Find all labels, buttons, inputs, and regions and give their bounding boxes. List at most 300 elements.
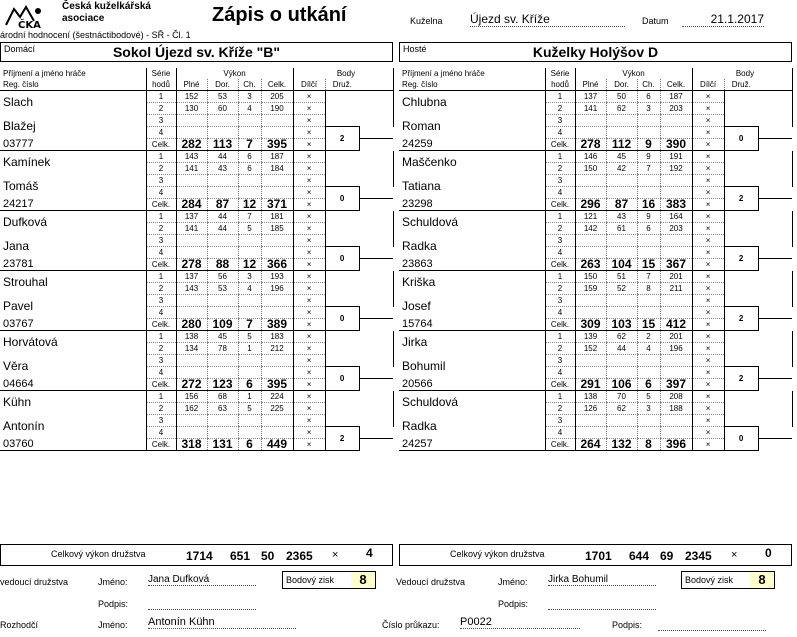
serie-number: 3 — [545, 175, 575, 187]
serie-value — [660, 235, 692, 247]
serie-number: 2 — [146, 103, 176, 115]
serie-value — [637, 247, 660, 259]
player-surname: Schuldová — [402, 215, 459, 230]
player-total-value: 296 — [575, 199, 606, 211]
away-zisk-label: Bodový zisk — [685, 575, 734, 585]
dilci-x: × — [692, 115, 724, 127]
table-row — [399, 91, 792, 103]
serie-value — [261, 247, 293, 259]
datum-label: Datum — [642, 16, 669, 26]
serie-value: 53 — [207, 283, 238, 295]
away-total-dor: 644 — [629, 549, 650, 563]
away-total-label: Celkový výkon družstva — [450, 549, 545, 559]
player-total-value: 412 — [660, 319, 692, 331]
player-reg: 04664 — [0, 379, 146, 391]
serie-total-label: Celk. — [545, 259, 575, 271]
serie-number: 4 — [545, 367, 575, 379]
player-firstname: Věra — [3, 359, 29, 373]
serie-value: 7 — [238, 211, 261, 223]
serie-value: 205 — [261, 91, 293, 103]
dilci-x: × — [692, 283, 724, 295]
serie-value: 9 — [637, 151, 660, 163]
serie-value — [637, 235, 660, 247]
serie-number: 1 — [545, 151, 575, 163]
serie-number: 3 — [545, 295, 575, 307]
serie-value: 3 — [637, 403, 660, 415]
serie-value — [261, 235, 293, 247]
serie-value: 63 — [207, 403, 238, 415]
serie-number: 4 — [545, 127, 575, 139]
serie-value — [261, 295, 293, 307]
serie-value: 4 — [637, 343, 660, 355]
away-hdr-dilci: Dílčí — [692, 79, 724, 91]
serie-value: 164 — [660, 211, 692, 223]
player-surname: Kühn — [3, 395, 32, 410]
dilci-x: × — [692, 319, 724, 331]
dilci-x: × — [692, 439, 724, 451]
dilci-x: × — [293, 331, 325, 343]
serie-value: 203 — [660, 223, 692, 235]
serie-value — [637, 127, 660, 139]
serie-value: 45 — [207, 331, 238, 343]
player-points: 0 — [325, 187, 359, 211]
serie-value — [575, 295, 606, 307]
serie-value — [207, 247, 238, 259]
player-total-value: 113 — [207, 139, 238, 151]
player-total-value: 395 — [261, 379, 293, 391]
serie-value: 7 — [637, 271, 660, 283]
dilci-x: × — [692, 295, 724, 307]
home-players-table — [0, 68, 394, 451]
player-surname: Strouhal — [3, 275, 48, 290]
table-row — [399, 211, 792, 223]
player-firstname: Tomáš — [3, 179, 39, 193]
home-hdr-name1: Příjmení a jméno hráče — [3, 69, 86, 78]
serie-value — [238, 415, 261, 427]
serie-value: 138 — [176, 331, 207, 343]
serie-number: 3 — [146, 355, 176, 367]
away-total-ch: 69 — [660, 549, 674, 563]
home-hdr-celk: Celk. — [261, 79, 293, 91]
serie-value — [176, 367, 207, 379]
serie-value: 184 — [261, 163, 293, 175]
away-total-points: 0 — [765, 546, 772, 560]
serie-value — [261, 355, 293, 367]
serie-value: 181 — [261, 211, 293, 223]
player-surname: Jirka — [402, 335, 428, 350]
serie-value: 211 — [660, 283, 692, 295]
serie-value — [261, 307, 293, 319]
player-surname: Schuldová — [402, 395, 459, 410]
serie-value: 5 — [637, 391, 660, 403]
player-total-value: 367 — [660, 259, 692, 271]
player-total-value: 264 — [575, 439, 606, 451]
table-row — [0, 355, 393, 367]
away-total-celk: 2345 — [685, 549, 712, 563]
dilci-x: × — [692, 331, 724, 343]
serie-value — [176, 235, 207, 247]
home-team-banner — [0, 42, 393, 62]
serie-value — [176, 427, 207, 439]
home-label: Domácí — [4, 44, 36, 54]
dilci-x: × — [692, 223, 724, 235]
dilci-x: × — [293, 271, 325, 283]
serie-number: 2 — [545, 103, 575, 115]
serie-value — [176, 127, 207, 139]
serie-value: 196 — [660, 343, 692, 355]
table-row — [0, 91, 393, 103]
serie-value — [176, 175, 207, 187]
table-row — [399, 235, 792, 247]
serie-number: 2 — [146, 403, 176, 415]
serie-value — [176, 295, 207, 307]
serie-value: 5 — [238, 331, 261, 343]
dilci-x: × — [692, 379, 724, 391]
player-reg: 24217 — [0, 199, 146, 211]
serie-value — [238, 127, 261, 139]
serie-value — [660, 247, 692, 259]
serie-value: 212 — [261, 343, 293, 355]
serie-total-label: Celk. — [146, 319, 176, 331]
cka-logo — [4, 3, 48, 29]
serie-value — [207, 115, 238, 127]
serie-total-label: Celk. — [146, 199, 176, 211]
player-total-value: 383 — [660, 199, 692, 211]
player-firstname: Jana — [3, 239, 30, 253]
serie-value: 53 — [207, 91, 238, 103]
player-points: 2 — [724, 247, 758, 271]
serie-number: 3 — [545, 115, 575, 127]
serie-value: 45 — [606, 151, 637, 163]
serie-value: 159 — [575, 283, 606, 295]
serie-value: 142 — [575, 223, 606, 235]
serie-value — [606, 367, 637, 379]
serie-value: 130 — [176, 103, 207, 115]
dilci-x: × — [293, 427, 325, 439]
serie-number: 2 — [545, 223, 575, 235]
player-reg: 23298 — [399, 199, 545, 211]
serie-value: 2 — [637, 331, 660, 343]
home-total-plne: 1714 — [186, 549, 213, 563]
dilci-x: × — [692, 271, 724, 283]
serie-value: 183 — [261, 331, 293, 343]
serie-value — [261, 415, 293, 427]
serie-value — [261, 187, 293, 199]
serie-total-label: Celk. — [146, 439, 176, 451]
player-total-value: 103 — [606, 319, 637, 331]
serie-value — [606, 355, 637, 367]
serie-total-label: Celk. — [146, 259, 176, 271]
serie-value — [606, 175, 637, 187]
player-total-value: 87 — [207, 199, 238, 211]
player-points: 0 — [325, 307, 359, 331]
serie-value — [176, 307, 207, 319]
serie-value — [575, 127, 606, 139]
serie-value — [261, 175, 293, 187]
serie-value: 137 — [575, 91, 606, 103]
kuzelna-label: Kuželna — [410, 16, 443, 26]
table-row — [399, 391, 792, 403]
serie-value: 3 — [238, 91, 261, 103]
serie-value — [207, 235, 238, 247]
serie-value — [207, 307, 238, 319]
serie-value: 137 — [176, 211, 207, 223]
serie-value — [261, 115, 293, 127]
dilci-x: × — [692, 427, 724, 439]
serie-value — [238, 247, 261, 259]
serie-value: 191 — [660, 151, 692, 163]
player-total-value: 278 — [575, 139, 606, 151]
away-players-table — [399, 68, 793, 451]
serie-number: 3 — [545, 355, 575, 367]
player-reg: 20566 — [399, 379, 545, 391]
player-surname: Horvátová — [3, 335, 58, 350]
dilci-x: × — [293, 355, 325, 367]
dilci-x: × — [692, 139, 724, 151]
serie-number: 1 — [545, 211, 575, 223]
home-total-points: 4 — [366, 546, 373, 560]
table-row — [399, 295, 792, 307]
serie-value — [575, 367, 606, 379]
serie-value — [207, 355, 238, 367]
player-firstname: Radka — [402, 239, 437, 253]
player-total-value: 16 — [637, 199, 660, 211]
player-total-value: 131 — [207, 439, 238, 451]
serie-number: 2 — [146, 343, 176, 355]
player-total-value: 6 — [238, 379, 261, 391]
serie-value: 42 — [606, 163, 637, 175]
serie-value: 68 — [207, 391, 238, 403]
home-podpis-line — [148, 597, 256, 610]
dilci-x: × — [692, 367, 724, 379]
player-total-value: 389 — [261, 319, 293, 331]
serie-number: 2 — [146, 223, 176, 235]
serie-value — [238, 355, 261, 367]
serie-value: 190 — [261, 103, 293, 115]
serie-value: 3 — [637, 103, 660, 115]
serie-number: 3 — [146, 235, 176, 247]
serie-number: 4 — [146, 187, 176, 199]
home-hdr-name2: Reg. číslo — [0, 79, 146, 91]
player-total-value: 396 — [660, 439, 692, 451]
serie-number: 2 — [545, 163, 575, 175]
dilci-x: × — [692, 91, 724, 103]
away-podpis-line — [548, 597, 656, 610]
away-bodovy-zisk — [681, 571, 775, 589]
player-surname: Chlubna — [402, 95, 447, 110]
serie-value — [660, 355, 692, 367]
player-total-value: 112 — [606, 139, 637, 151]
table-row — [0, 115, 393, 127]
dilci-x: × — [293, 235, 325, 247]
serie-value — [637, 355, 660, 367]
player-total-value: 132 — [606, 439, 637, 451]
home-hdr-serie1: Série — [146, 68, 176, 79]
home-zisk-value: 8 — [351, 572, 375, 588]
org-line2: asociace — [62, 13, 105, 24]
serie-number: 4 — [545, 427, 575, 439]
dilci-x: × — [293, 415, 325, 427]
home-hdr-druz: Druž. — [325, 79, 359, 91]
serie-value — [606, 187, 637, 199]
player-surname: Kamínek — [3, 155, 51, 170]
serie-value: 52 — [606, 283, 637, 295]
away-hdr-name2: Reg. číslo — [399, 79, 545, 91]
serie-value — [606, 307, 637, 319]
serie-number: 3 — [146, 175, 176, 187]
away-leader-name: Jirka Bohumil — [548, 574, 656, 586]
player-firstname: Antonín — [3, 419, 45, 433]
away-leader-label: Vedoucí družstva — [396, 577, 466, 587]
serie-value: 121 — [575, 211, 606, 223]
player-total-value: 272 — [176, 379, 207, 391]
serie-value — [176, 115, 207, 127]
serie-total-label: Celk. — [545, 199, 575, 211]
serie-value: 70 — [606, 391, 637, 403]
dilci-x: × — [293, 247, 325, 259]
serie-value: 187 — [261, 151, 293, 163]
player-total-value: 278 — [176, 259, 207, 271]
serie-value: 1 — [238, 391, 261, 403]
dilci-x: × — [293, 439, 325, 451]
player-total-value: 291 — [575, 379, 606, 391]
away-leader-jmeno-label: Jméno: — [498, 577, 528, 587]
player-surname: Slach — [3, 95, 34, 110]
serie-value: 6 — [637, 223, 660, 235]
serie-value — [575, 307, 606, 319]
serie-total-label: Celk. — [545, 439, 575, 451]
serie-value — [606, 415, 637, 427]
referee-podpis-line — [658, 618, 766, 631]
dilci-x: × — [293, 223, 325, 235]
serie-value: 203 — [660, 103, 692, 115]
home-team-total — [0, 544, 393, 566]
organization-name — [62, 1, 151, 25]
away-hdr-body: Body — [692, 68, 758, 79]
serie-value — [660, 415, 692, 427]
serie-total-label: Celk. — [545, 319, 575, 331]
serie-number: 3 — [545, 415, 575, 427]
referee-jmeno-label: Jméno: — [98, 620, 128, 630]
home-total-ch: 50 — [261, 549, 275, 563]
dilci-x: × — [692, 151, 724, 163]
player-total-value: 12 — [238, 199, 261, 211]
home-hdr-plne: Plné — [176, 79, 207, 91]
player-total-value: 87 — [606, 199, 637, 211]
serie-value — [207, 187, 238, 199]
serie-value — [660, 115, 692, 127]
serie-value — [238, 295, 261, 307]
serie-value — [575, 235, 606, 247]
table-row — [0, 331, 393, 343]
away-hdr-celk: Celk. — [660, 79, 692, 91]
home-total-x: × — [332, 549, 339, 561]
dilci-x: × — [293, 295, 325, 307]
dilci-x: × — [692, 103, 724, 115]
player-total-value: 15 — [637, 319, 660, 331]
table-row — [399, 271, 792, 283]
player-total-value: 397 — [660, 379, 692, 391]
table-row — [399, 151, 792, 163]
player-total-value: 104 — [606, 259, 637, 271]
serie-value: 141 — [176, 163, 207, 175]
home-hdr-dor: Dor. — [207, 79, 238, 91]
serie-value — [207, 127, 238, 139]
player-total-value: 309 — [575, 319, 606, 331]
serie-value: 8 — [637, 283, 660, 295]
home-podpis-label: Podpis: — [98, 599, 129, 609]
table-row — [0, 271, 393, 283]
serie-value: 4 — [238, 283, 261, 295]
serie-value: 44 — [207, 151, 238, 163]
serie-value — [575, 427, 606, 439]
away-team-name: Kuželky Holýšov D — [532, 44, 659, 60]
serie-value — [207, 427, 238, 439]
player-total-value: 8 — [637, 439, 660, 451]
serie-number: 2 — [545, 403, 575, 415]
dilci-x: × — [692, 403, 724, 415]
serie-value: 138 — [575, 391, 606, 403]
away-label: Hosté — [403, 44, 427, 54]
dilci-x: × — [293, 187, 325, 199]
player-total-value: 106 — [606, 379, 637, 391]
referee-label: Rozhodčí — [0, 620, 39, 630]
dilci-x: × — [692, 199, 724, 211]
serie-value: 156 — [176, 391, 207, 403]
serie-value: 188 — [660, 403, 692, 415]
away-hdr-plne: Plné — [575, 79, 606, 91]
table-row — [399, 355, 792, 367]
serie-value: 225 — [261, 403, 293, 415]
home-bodovy-zisk — [282, 571, 376, 589]
home-leader-name: Jana Dufková — [148, 574, 256, 586]
serie-number: 2 — [545, 283, 575, 295]
page-title: Zápis o utkání — [212, 4, 347, 26]
serie-number: 3 — [146, 115, 176, 127]
player-firstname: Josef — [402, 299, 431, 313]
player-total-value: 6 — [637, 379, 660, 391]
serie-number: 4 — [146, 127, 176, 139]
player-reg: 03767 — [0, 319, 146, 331]
dilci-x: × — [293, 379, 325, 391]
player-surname: Kriška — [402, 275, 436, 290]
dilci-x: × — [293, 343, 325, 355]
dilci-x: × — [293, 367, 325, 379]
away-team-banner — [399, 42, 792, 62]
serie-value — [606, 427, 637, 439]
dilci-x: × — [692, 127, 724, 139]
dilci-x: × — [692, 235, 724, 247]
player-reg: 23781 — [0, 259, 146, 271]
serie-value — [575, 247, 606, 259]
dilci-x: × — [692, 355, 724, 367]
away-hdr-ch: Ch. — [637, 79, 660, 91]
player-reg: 23863 — [399, 259, 545, 271]
serie-number: 3 — [146, 295, 176, 307]
serie-value — [637, 307, 660, 319]
player-total-value: 109 — [207, 319, 238, 331]
table-row — [0, 211, 393, 223]
serie-value: 152 — [575, 343, 606, 355]
serie-value — [176, 247, 207, 259]
serie-number: 4 — [545, 187, 575, 199]
serie-value — [207, 175, 238, 187]
dilci-x: × — [293, 91, 325, 103]
serie-number: 4 — [545, 307, 575, 319]
serie-value — [238, 235, 261, 247]
dilci-x: × — [293, 259, 325, 271]
player-total-value: 7 — [238, 139, 261, 151]
